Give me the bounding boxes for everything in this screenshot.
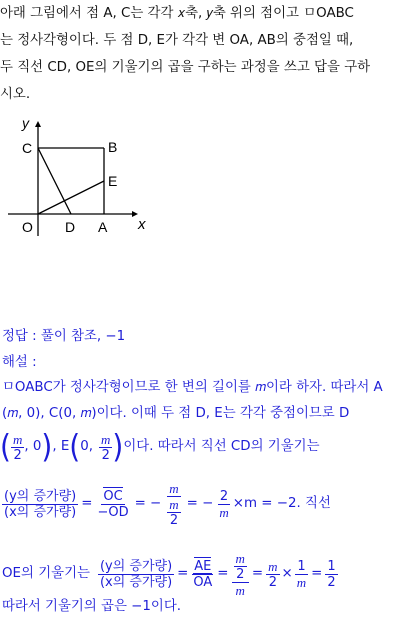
paren-open: ( — [0, 427, 11, 466]
label-D: D — [65, 219, 76, 235]
oe-slope-definition-fraction: $\frac{\text{(y의 증가량)}}{\text{(x의 증가량)}}$ — [99, 558, 173, 590]
question-line-1: 아래 그림에서 점 A, C는 각각 𝑥축, 𝑦축 위의 점이고 ㅁOABC — [0, 6, 354, 21]
square-figure — [0, 108, 170, 238]
m-over-2-fraction: $\frac{m}{2}$ — [268, 558, 278, 590]
m2-over-m-fraction: m 2 m — [232, 551, 249, 598]
solution-line-3-tail: 이다. 따라서 직선 CD의 기울기는 — [123, 439, 320, 454]
solution-line-2: (𝑚, 0), C(0, 𝑚)이다. 이때 두 점 D, E는 각각 중점이므로 D — [2, 406, 350, 421]
label-C: C — [22, 140, 33, 156]
slope-definition-fraction: $\frac{\text{(y의 증가량)}}{\text{(x의 증가량)}}$ — [4, 488, 77, 520]
answer-line: 정답 : 풀이 참조, −1 — [2, 329, 126, 344]
cd-slope-tail: ×m = −2. 직선 — [232, 496, 331, 511]
label-B: B — [108, 139, 118, 155]
segment-OE — [38, 181, 104, 214]
m-over-m2-fraction: m m 2 — [169, 480, 179, 528]
oc-od-fraction: $\frac{OC}{-OD}$ — [97, 488, 129, 520]
e-coord-head: 0, — [80, 439, 94, 454]
oe-slope-line: OE의 기울기는 $\frac{\text{(y의 증가량)}}{\text{(x의 증가량)}}$ = $\frac{AE}{OA}$ = m 2 m = $\frac{m}{2}$ × $\frac{1}{m}$ = $\frac{1}{2}$ — [2, 550, 336, 598]
solution-line-3: ( $\frac{m}{2}$ , 0 ) , E ( 0, $\frac{m}{2}$ ) 이다. 따라서 직선 CD의 기울기는 — [0, 427, 320, 466]
one-half-fraction: $\frac{1}{2}$ — [327, 558, 336, 590]
e-y-fraction: $\frac{m}{2}$ — [101, 431, 111, 463]
one-over-m-fraction: $\frac{1}{m}$ — [296, 558, 307, 590]
e-label: , E — [52, 439, 70, 454]
x-axis-label: x — [138, 216, 146, 233]
cd-slope-line: $\frac{\text{(y의 증가량)}}{\text{(x의 증가량)}}$ = $\frac{OC}{-OD}$ = − m m 2 = − $\frac{2}{m}$ ×m = −2. 직선 — [4, 480, 331, 528]
question-line-4: 시오. — [0, 87, 31, 102]
d-coord-tail: , 0 — [24, 439, 42, 454]
question-line-2: 는 정사각형이다. 두 점 D, E가 각각 변 OA, AB의 중점일 때, — [0, 33, 354, 48]
solution-heading: 해설 : — [2, 355, 37, 370]
final-conclusion: 따라서 기울기의 곱은 −1이다. — [2, 599, 182, 614]
d-x-fraction: $\frac{m}{2}$ — [12, 431, 23, 463]
label-E: E — [108, 173, 118, 189]
solution-line-1: ㅁOABC가 정사각형이므로 한 변의 길이를 𝑚이라 하자. 따라서 A — [2, 380, 383, 395]
y-axis-arrow — [35, 121, 41, 127]
label-A: A — [98, 219, 108, 235]
two-over-m-fraction: $\frac{2}{m}$ — [219, 488, 229, 520]
oe-label: OE의 기울기는 — [2, 566, 90, 581]
segment-CD — [38, 148, 71, 214]
question-line-3: 두 직선 CD, OE의 기울기의 곱을 구하는 과정을 쓰고 답을 구하 — [0, 60, 371, 75]
ae-oa-fraction: $\frac{AE}{OA}$ — [193, 558, 213, 590]
y-axis-label: y — [22, 115, 29, 131]
label-O: O — [22, 219, 33, 235]
